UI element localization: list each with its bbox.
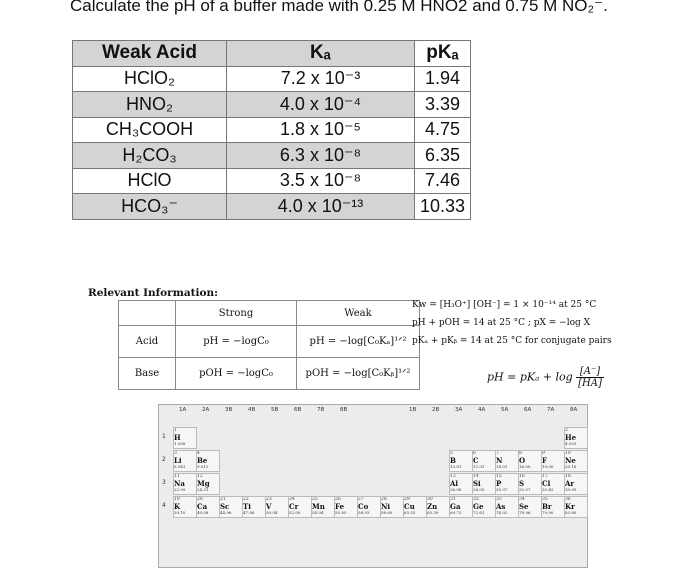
henderson-hasselbalch-equation <box>487 366 604 389</box>
element-symbol: N <box>496 455 503 465</box>
table-header-row <box>73 41 471 67</box>
notes-block <box>412 296 692 350</box>
group-label: 6A <box>524 407 532 413</box>
note-pka-pkb: pKₐ + pKᵦ = 14 at 25 °C for conjugate pairs <box>412 336 612 346</box>
formula-corner <box>119 301 176 326</box>
element-cell <box>265 496 289 518</box>
acid-name: HClO₂ <box>73 66 227 92</box>
element-cell <box>403 496 427 518</box>
group-label: 8A <box>570 407 578 413</box>
element-symbol: Si <box>473 478 481 488</box>
atomic-mass: 39.95 <box>565 487 577 492</box>
element-cell <box>173 427 197 449</box>
element-symbol: S <box>519 478 525 488</box>
element-cell <box>219 496 243 518</box>
element-cell <box>426 496 450 518</box>
atomic-mass: 6.941 <box>174 464 186 469</box>
col-header-acid: Weak Acid <box>73 41 227 67</box>
table-row <box>73 168 471 194</box>
atomic-mass: 16.00 <box>519 464 531 469</box>
element-symbol: Ne <box>565 455 576 465</box>
atomic-mass: 26.98 <box>450 487 462 492</box>
element-cell <box>311 496 335 518</box>
atomic-number: 8 <box>519 451 522 456</box>
element-cell <box>449 473 473 495</box>
element-cell <box>518 450 542 472</box>
col-header-strong: Strong <box>176 301 297 326</box>
element-symbol: C <box>473 455 479 465</box>
atomic-mass: 24.31 <box>197 487 209 492</box>
atomic-mass: 19.00 <box>542 464 554 469</box>
element-cell <box>518 473 542 495</box>
acid-name: H₂CO₃ <box>73 143 227 169</box>
atomic-number: 25 <box>312 497 318 502</box>
element-cell <box>472 473 496 495</box>
element-symbol: As <box>496 501 506 511</box>
period-label: 1 <box>162 433 166 440</box>
col-header-pka: pKₐ <box>415 41 471 67</box>
atomic-mass: 72.61 <box>473 510 485 515</box>
atomic-number: 14 <box>473 474 479 479</box>
hh-fraction <box>576 366 604 389</box>
atomic-mass: 58.93 <box>358 510 370 515</box>
hh-denominator: [HA] <box>578 378 602 389</box>
group-label: 3A <box>455 407 463 413</box>
acid-name: HNO₂ <box>73 92 227 118</box>
element-cell <box>173 496 197 518</box>
element-symbol: Mn <box>312 501 325 511</box>
element-symbol: Be <box>197 455 208 465</box>
atomic-mass: 12.01 <box>473 464 485 469</box>
atomic-mass: 78.96 <box>519 510 531 515</box>
acid-ka: 3.5 x 10⁻⁸ <box>227 168 415 194</box>
note-kw: Kw = [H₃O⁺] [OH⁻] = 1 × 10⁻¹⁴ at 25 °C <box>412 300 597 310</box>
element-symbol: Kr <box>565 501 575 511</box>
element-cell <box>541 450 565 472</box>
atomic-mass: 30.97 <box>496 487 508 492</box>
atomic-number: 3 <box>174 451 177 456</box>
atomic-number: 29 <box>404 497 410 502</box>
atomic-number: 33 <box>496 497 502 502</box>
atomic-number: 23 <box>266 497 272 502</box>
group-label: 4B <box>248 407 256 413</box>
element-symbol: H <box>174 432 181 442</box>
group-label: 2A <box>202 407 210 413</box>
atomic-mass: 44.96 <box>220 510 232 515</box>
element-cell <box>449 496 473 518</box>
atomic-mass: 63.55 <box>404 510 416 515</box>
element-cell <box>380 496 404 518</box>
question-text: Calculate the pH of a buffer made with 0.25 M HNO2 and 0.75 M NO₂⁻. <box>70 0 608 15</box>
element-cell <box>472 450 496 472</box>
atomic-number: 36 <box>565 497 571 502</box>
group-label: 1A <box>179 407 187 413</box>
acid-pka: 1.94 <box>415 66 471 92</box>
atomic-mass: 22.99 <box>174 487 186 492</box>
atomic-mass: 14.01 <box>496 464 508 469</box>
element-cell <box>196 496 220 518</box>
atomic-number: 22 <box>243 497 249 502</box>
element-symbol: Li <box>174 455 182 465</box>
element-symbol: Zn <box>427 501 438 511</box>
atomic-number: 34 <box>519 497 525 502</box>
acid-pka: 3.39 <box>415 92 471 118</box>
acid-pka: 4.75 <box>415 117 471 143</box>
element-cell <box>173 473 197 495</box>
element-cell <box>541 473 565 495</box>
hh-numerator: [A⁻] <box>576 366 604 378</box>
formula-row-base <box>119 358 420 390</box>
element-cell <box>564 427 588 449</box>
element-cell <box>242 496 266 518</box>
atomic-number: 11 <box>174 474 180 479</box>
atomic-number: 17 <box>542 474 548 479</box>
relevant-info-title: Relevant Information: <box>88 287 218 299</box>
element-symbol: Ga <box>450 501 461 511</box>
atomic-mass: 58.69 <box>381 510 393 515</box>
col-header-weak: Weak <box>297 301 420 326</box>
atomic-mass: 40.08 <box>197 510 209 515</box>
element-symbol: Na <box>174 478 185 488</box>
element-symbol: Cu <box>404 501 415 511</box>
period-label: 4 <box>162 502 166 509</box>
atomic-number: 28 <box>381 497 387 502</box>
acid-pka: 10.33 <box>415 194 471 220</box>
atomic-number: 13 <box>450 474 456 479</box>
atomic-mass: 50.94 <box>266 510 278 515</box>
element-symbol: Ar <box>565 478 575 488</box>
acid-pka: 6.35 <box>415 143 471 169</box>
element-cell <box>449 450 473 472</box>
element-cell <box>196 450 220 472</box>
atomic-mass: 83.80 <box>565 510 577 515</box>
atomic-number: 20 <box>197 497 203 502</box>
acid-strong-formula: pH = −logC₀ <box>176 326 297 358</box>
ph-formula-table <box>118 300 420 390</box>
acid-ka: 6.3 x 10⁻⁸ <box>227 143 415 169</box>
atomic-number: 16 <box>519 474 525 479</box>
note-ph-poh: pH + pOH = 14 at 25 °C ; pX = −log X <box>412 318 591 328</box>
element-symbol: Br <box>542 501 552 511</box>
formula-row-acid <box>119 326 420 358</box>
acid-ka: 7.2 x 10⁻³ <box>227 66 415 92</box>
atomic-number: 18 <box>565 474 571 479</box>
element-symbol: B <box>450 455 456 465</box>
table-row <box>73 92 471 118</box>
atomic-mass: 65.39 <box>427 510 439 515</box>
element-cell <box>541 496 565 518</box>
atomic-number: 35 <box>542 497 548 502</box>
atomic-mass: 9.012 <box>197 464 209 469</box>
acid-name: HClO <box>73 168 227 194</box>
atomic-mass: 4.003 <box>565 441 577 446</box>
element-symbol: O <box>519 455 526 465</box>
base-weak-formula: pOH = −log[C₀Kᵦ]¹ᐟ² <box>297 358 420 390</box>
group-label: 5A <box>501 407 509 413</box>
atomic-mass: 55.85 <box>335 510 347 515</box>
element-cell <box>472 496 496 518</box>
group-label: 2B <box>432 407 440 413</box>
table-row <box>73 194 471 220</box>
element-symbol: Ge <box>473 501 484 511</box>
element-cell <box>173 450 197 472</box>
atomic-mass: 47.88 <box>243 510 255 515</box>
atomic-number: 12 <box>197 474 203 479</box>
element-cell <box>495 450 519 472</box>
element-symbol: Cl <box>542 478 551 488</box>
element-symbol: V <box>266 501 272 511</box>
period-label: 3 <box>162 479 166 486</box>
table-row <box>73 143 471 169</box>
element-symbol: Al <box>450 478 459 488</box>
element-symbol: Mg <box>197 478 210 488</box>
atomic-number: 24 <box>289 497 295 502</box>
element-symbol: Ca <box>197 501 208 511</box>
col-header-ka: Kₐ <box>227 41 415 67</box>
group-label: 7A <box>547 407 555 413</box>
group-label: 4A <box>478 407 486 413</box>
atomic-mass: 35.45 <box>542 487 554 492</box>
atomic-number: 27 <box>358 497 364 502</box>
atomic-number: 32 <box>473 497 479 502</box>
atomic-number: 31 <box>450 497 456 502</box>
row-label-base: Base <box>119 358 176 390</box>
atomic-number: 1 <box>174 428 177 433</box>
element-symbol: Ti <box>243 501 251 511</box>
atomic-number: 2 <box>565 428 568 433</box>
element-cell <box>495 496 519 518</box>
acid-pka: 7.46 <box>415 168 471 194</box>
element-symbol: Co <box>358 501 369 511</box>
element-symbol: F <box>542 455 547 465</box>
atomic-mass: 1.008 <box>174 441 186 446</box>
group-label: 7B <box>317 407 325 413</box>
period-label: 2 <box>162 456 166 463</box>
acid-name: CH₃COOH <box>73 117 227 143</box>
acid-name: HCO₃⁻ <box>73 194 227 220</box>
weak-acid-table <box>72 40 471 220</box>
atomic-number: 30 <box>427 497 433 502</box>
group-label: 5B <box>271 407 279 413</box>
atomic-number: 10 <box>565 451 571 456</box>
atomic-number: 26 <box>335 497 341 502</box>
atomic-mass: 32.07 <box>519 487 531 492</box>
atomic-mass: 52.00 <box>289 510 301 515</box>
atomic-number: 4 <box>197 451 200 456</box>
element-symbol: He <box>565 432 577 442</box>
element-symbol: Ni <box>381 501 391 511</box>
acid-ka: 1.8 x 10⁻⁵ <box>227 117 415 143</box>
element-cell <box>334 496 358 518</box>
atomic-mass: 20.18 <box>565 464 577 469</box>
formula-header-row <box>119 301 420 326</box>
group-label: 8B <box>340 407 348 413</box>
element-symbol: Fe <box>335 501 345 511</box>
row-label-acid: Acid <box>119 326 176 358</box>
atomic-mass: 79.90 <box>542 510 554 515</box>
element-symbol: Se <box>519 501 529 511</box>
atomic-number: 19 <box>174 497 180 502</box>
element-cell <box>495 473 519 495</box>
atomic-mass: 28.09 <box>473 487 485 492</box>
element-symbol: Sc <box>220 501 230 511</box>
element-cell <box>518 496 542 518</box>
atomic-number: 7 <box>496 451 499 456</box>
group-label: 1B <box>409 407 417 413</box>
atomic-number: 5 <box>450 451 453 456</box>
element-symbol: P <box>496 478 502 488</box>
element-cell <box>196 473 220 495</box>
group-label: 6B <box>294 407 302 413</box>
atomic-number: 6 <box>473 451 476 456</box>
element-symbol: K <box>174 501 181 511</box>
acid-ka: 4.0 x 10⁻¹³ <box>227 194 415 220</box>
atomic-number: 15 <box>496 474 502 479</box>
element-cell <box>564 473 588 495</box>
atomic-mass: 74.92 <box>496 510 508 515</box>
element-cell <box>564 496 588 518</box>
atomic-mass: 54.94 <box>312 510 324 515</box>
group-label: 3B <box>225 407 233 413</box>
atomic-number: 21 <box>220 497 226 502</box>
hh-lhs: pH = pKₐ + log <box>487 370 573 384</box>
base-strong-formula: pOH = −logC₀ <box>176 358 297 390</box>
atomic-number: 9 <box>542 451 545 456</box>
atomic-mass: 10.81 <box>450 464 462 469</box>
element-cell <box>357 496 381 518</box>
element-symbol: Cr <box>289 501 299 511</box>
acid-weak-formula: pH = −log[C₀Kₐ]¹ᐟ² <box>297 326 420 358</box>
table-row <box>73 66 471 92</box>
element-cell <box>564 450 588 472</box>
atomic-mass: 39.10 <box>174 510 186 515</box>
element-cell <box>288 496 312 518</box>
atomic-mass: 69.72 <box>450 510 462 515</box>
acid-ka: 4.0 x 10⁻⁴ <box>227 92 415 118</box>
periodic-table <box>158 404 588 568</box>
table-row <box>73 117 471 143</box>
